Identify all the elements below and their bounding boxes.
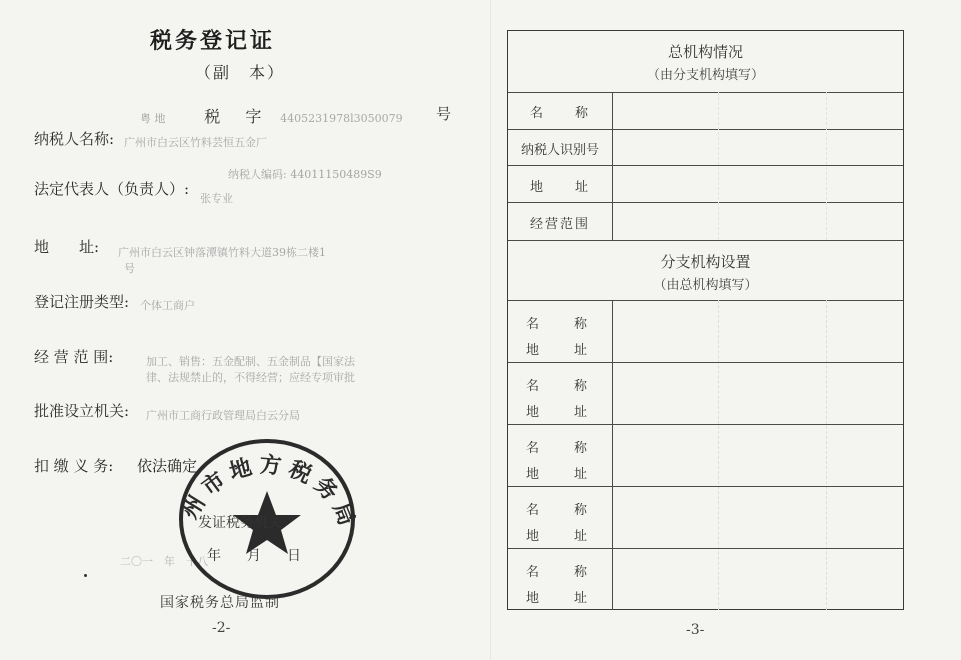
field-value-approval-authority: 广州市工商行政管理局白云分局 [146,409,300,422]
field-value-address-cont: 号 [124,262,135,275]
tax-id-line [140,104,403,127]
tax-word: 税 字 [204,107,272,126]
tax-prefix: 粤 地 [140,112,166,125]
hq-title: 总机构情况 [667,43,743,61]
hq-row-name: 名 称 [529,106,590,121]
field-label-address: 地 址: [34,238,100,256]
field-value-withholding: 依法确定 [137,457,198,475]
page-number-right: -3- [686,622,705,638]
branch-section-header [508,251,903,293]
field-value-business-scope-cont: 律、法规禁止的，不得经营；应经专项审批 [146,371,355,384]
field-label-approval-authority: 批准设立机关: [34,402,130,420]
seal-ring-text: 州市地方税务局 [176,451,362,535]
page-fold [490,0,491,660]
branch-title: 分支机构设置 [660,253,751,271]
field-value-address: 广州市白云区钟落潭镇竹料大道39栋二楼1 [118,246,326,259]
hq-row-address: 地 址 [529,180,590,195]
hq-row-business-scope: 经营范围 [529,217,590,232]
seal-date-text: 年 月 日 [207,548,307,564]
hao-char: 号 [436,105,452,123]
page-number-left: -2- [212,620,231,636]
document-subtitle: （副 本） [195,63,286,82]
field-label-taxpayer-name: 纳税人名称: [34,130,115,148]
field-value-taxpayer-name: 广州市白云区竹料芸恒五金厂 [124,136,267,149]
dot-mark [84,574,87,577]
branch-subtitle: （由总机构填写） [653,278,758,293]
field-value-business-scope: 加工、销售：五金配制、五金制品【国家法 [146,355,355,368]
field-value-taxpayer-code: 纳税人编码: 44011150489S9 [228,168,382,181]
hq-row-taxpayer-id: 纳税人识别号 [520,143,599,158]
field-label-business-scope: 经 营 范 围: [34,348,114,366]
field-value-reg-type: 个体工商户 [140,299,195,312]
hq-subtitle: （由分支机构填写） [646,68,764,83]
document-title: 税务登记证 [150,28,276,54]
field-label-reg-type: 登记注册类型: [34,293,130,311]
supervisor-label: 国家税务总局监制 [160,595,280,611]
hq-section-header [508,41,903,83]
field-label-withholding: 扣 缴 义 务: [34,457,114,475]
branch-info-table: 总机构情况 （由分支机构填写） 名 称 纳税人识别号 地 址 经营范围 分支机构设置 （由总机构填写） 名 称 地 址 名 称 地 址 名 称 地 址 名 称 地 址 名 称 地 址 [507,30,904,610]
field-label-legal-rep: 法定代表人（负责人）: [34,180,190,198]
issue-date-line: 二〇一 年 十八 [120,555,208,568]
tax-number: 4405231978l3050079 [280,112,403,125]
seal-center-text: 发证税务机关 [198,515,282,531]
field-value-legal-rep: 张专业 [200,192,233,205]
